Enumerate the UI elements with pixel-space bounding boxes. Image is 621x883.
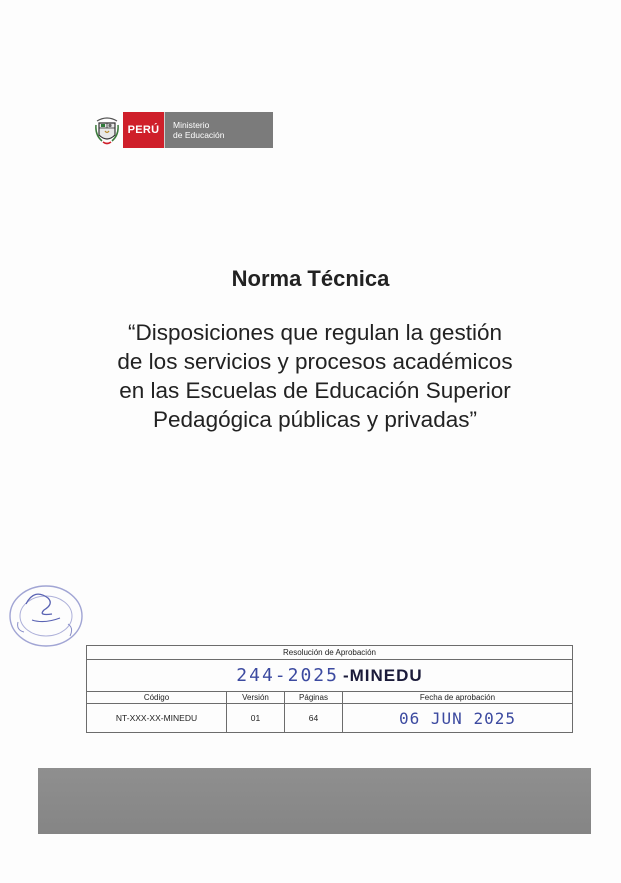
- subtitle-line: en las Escuelas de Educación Superior: [119, 378, 511, 403]
- document-title: Norma Técnica: [231, 266, 390, 291]
- column-header-code: Código: [87, 692, 227, 704]
- subtitle-line: “Disposiciones que regulan la gestión: [128, 320, 502, 345]
- ministry-line-2: de Educación: [173, 130, 225, 140]
- date-cell: [343, 704, 573, 733]
- column-header-pages: Páginas: [285, 692, 343, 704]
- footer-band-shade: [38, 768, 591, 834]
- approval-table: [86, 645, 573, 733]
- resolution-cell: [87, 660, 573, 692]
- pages-value: 64: [285, 704, 343, 733]
- approval-header: Resolución de Aprobación: [87, 646, 573, 660]
- footer-band: [38, 768, 591, 834]
- ministry-label: [164, 112, 273, 148]
- code-value: NT-XXX-XX-MINEDU: [87, 704, 227, 733]
- coat-of-arms-icon: [93, 112, 121, 148]
- resolution-suffix: -MINEDU: [342, 666, 423, 685]
- column-header-date: Fecha de aprobación: [343, 692, 573, 704]
- peru-label: PERÚ: [123, 112, 164, 148]
- approval-date: 06 JUN 2025: [399, 708, 516, 728]
- minedu-logo: [93, 112, 273, 148]
- version-value: 01: [227, 704, 285, 733]
- document-subtitle: [60, 318, 570, 434]
- official-stamp-icon: [4, 580, 86, 650]
- subtitle-line: Pedagógica públicas y privadas”: [153, 407, 477, 432]
- resolution-number: 244-2025: [236, 665, 339, 686]
- subtitle-line: de los servicios y procesos académicos: [117, 349, 513, 374]
- ministry-line-1: Ministerio: [173, 120, 210, 130]
- column-header-version: Versión: [227, 692, 285, 704]
